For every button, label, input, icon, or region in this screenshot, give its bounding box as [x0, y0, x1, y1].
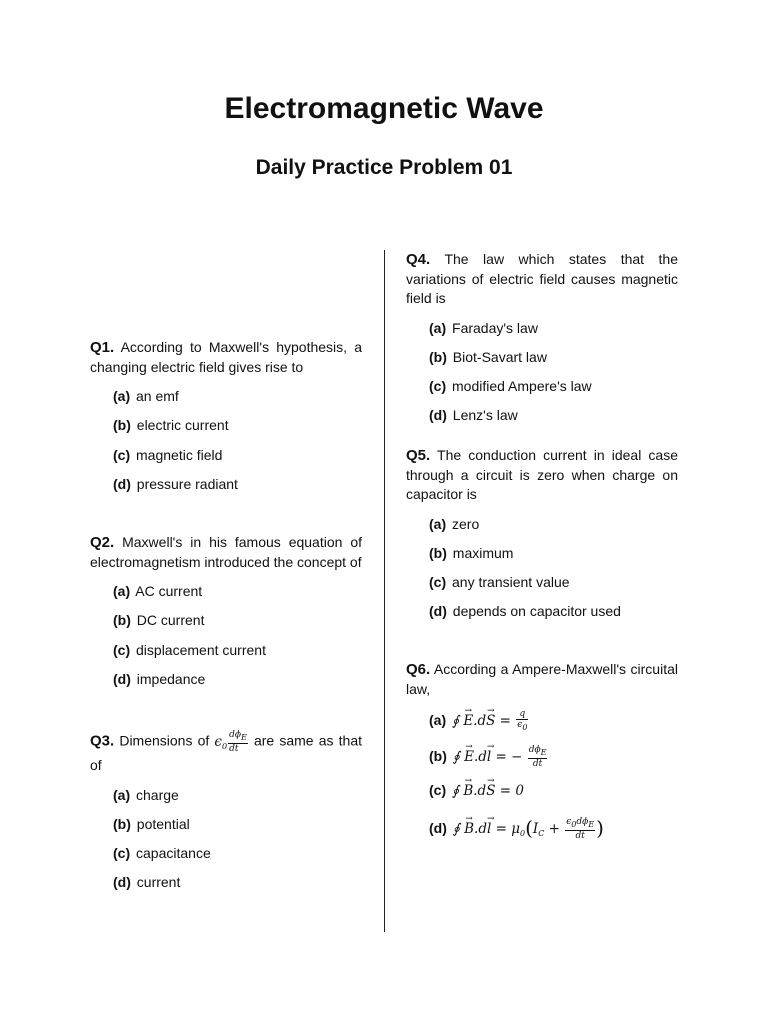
- options-list: [113, 387, 362, 504]
- option-label: (d): [429, 603, 447, 620]
- option-a: [113, 786, 362, 815]
- option-text: maximum: [452, 544, 514, 561]
- option-d: [429, 602, 678, 631]
- option-label: (b): [429, 747, 447, 764]
- question-stem: [406, 660, 678, 699]
- option-d: [429, 817, 678, 853]
- question-text: Maxwell's in his famous equation of electromagnetism introduced the concept of: [90, 534, 362, 570]
- question-number: Q3.: [90, 732, 115, 750]
- question-text: According to Maxwell's hypothesis, a changing electric field gives rise to: [90, 339, 362, 375]
- question-number: Q6.: [406, 661, 431, 678]
- option-d: [113, 475, 362, 504]
- question-6: [406, 660, 678, 853]
- option-text: depends on capacitor used: [452, 603, 621, 620]
- question-number: Q5.: [406, 447, 431, 464]
- option-label: (b): [113, 417, 131, 434]
- option-a: [429, 319, 678, 348]
- option-d: [113, 670, 362, 699]
- option-c: [113, 446, 362, 475]
- option-label: (a): [113, 786, 131, 803]
- question-number: Q4.: [406, 251, 431, 268]
- option-label: (d): [113, 475, 131, 492]
- question-stem: [90, 533, 362, 572]
- option-text: displacement current: [136, 641, 266, 658]
- option-text: pressure radiant: [136, 475, 238, 492]
- option-label: (b): [113, 815, 131, 832]
- math-expression: ∮ → B.d→ S = 0: [452, 783, 524, 799]
- option-label: (d): [113, 874, 131, 891]
- options-list: [113, 786, 362, 903]
- option-c: [113, 641, 362, 670]
- question-number: Q2.: [90, 534, 115, 551]
- question-stem: [90, 338, 362, 377]
- option-c: [429, 573, 678, 602]
- option-text: modified Ampere's law: [452, 378, 592, 395]
- option-a: [429, 515, 678, 544]
- option-a: [113, 387, 362, 416]
- option-text: an emf: [136, 388, 179, 404]
- question-text-after: are same as that of: [90, 732, 362, 773]
- option-d: [429, 406, 678, 435]
- question-2: [90, 533, 362, 699]
- option-label: (b): [429, 348, 447, 365]
- option-label: (a): [113, 583, 131, 599]
- option-c: [429, 377, 678, 406]
- option-text: charge: [136, 786, 179, 803]
- option-label: (c): [429, 782, 447, 798]
- page-title: Electromagnetic Wave: [224, 92, 544, 125]
- option-b: [429, 544, 678, 573]
- option-label: (c): [113, 641, 131, 658]
- option-label: (b): [113, 612, 131, 629]
- math-expression: $\epsilon_0$ $\frac{\text{dϕE}}{dt}$: [214, 730, 247, 754]
- question-stem: [406, 446, 678, 505]
- option-text: Biot-Savart law: [452, 348, 547, 365]
- option-text: any transient value: [452, 574, 570, 591]
- question-number: Q1.: [90, 339, 115, 356]
- option-label: (a): [429, 515, 447, 532]
- option-text: impedance: [136, 670, 206, 687]
- question-text-before: Dimensions of: [119, 732, 210, 749]
- option-text: AC current: [135, 583, 203, 599]
- option-text: magnetic field: [136, 446, 223, 463]
- option-label: (c): [113, 845, 131, 862]
- option-label: (c): [429, 378, 447, 395]
- option-text: Faraday's law: [452, 319, 538, 336]
- question-5: [406, 446, 678, 632]
- option-label: (a): [429, 319, 447, 336]
- option-text: potential: [136, 815, 190, 832]
- option-label: (b): [429, 544, 447, 561]
- option-b: [113, 611, 362, 640]
- option-text: capacitance: [136, 845, 211, 862]
- option-label: (d): [113, 670, 131, 687]
- option-b: [429, 348, 678, 377]
- option-label: (a): [429, 711, 447, 728]
- option-d: [113, 873, 362, 902]
- math-expression: ∮ → $B.d\to l = \mu_0(I_C$ + $\frac{\text{ϵ0dϕE}}{dt}$ ): [453, 821, 604, 837]
- math-expression: ∮ → E.d→ S = $\frac{q}{\epsilon 0}$: [452, 713, 529, 729]
- option-label: (d): [429, 407, 447, 424]
- option-text: DC current: [136, 612, 205, 629]
- question-4: [406, 250, 678, 436]
- question-1: [90, 338, 362, 504]
- option-text: current: [136, 874, 181, 891]
- page-subtitle: Daily Practice Problem 01: [255, 156, 513, 179]
- question-text: The law which states that the variations of electric field causes magnetic field is: [406, 251, 678, 306]
- question-text: The conduction current in ideal case through a circuit is zero when charge on capacitor is: [406, 447, 678, 502]
- options-list: [429, 319, 678, 436]
- option-text: Lenz's law: [452, 407, 518, 424]
- question-text: According a Ampere-Maxwell's circuital law,: [406, 661, 678, 697]
- option-c: [113, 844, 362, 873]
- option-text: zero: [452, 515, 480, 532]
- option-label: (a): [113, 388, 131, 404]
- option-b: [113, 815, 362, 844]
- math-expression: ∮ → E.d→ l = − $\frac{\text{dϕE}}{dt}$: [453, 749, 549, 765]
- question-stem: [90, 730, 362, 776]
- question-stem: [406, 250, 678, 309]
- option-label: (c): [429, 574, 447, 591]
- options-list: [429, 709, 678, 853]
- options-list: [429, 515, 678, 632]
- option-b: [113, 416, 362, 445]
- option-label: (c): [113, 446, 131, 463]
- column-divider: [384, 250, 385, 932]
- option-text: electric current: [136, 417, 229, 434]
- option-a: [113, 582, 362, 611]
- question-3: [90, 730, 362, 903]
- options-list: [113, 582, 362, 699]
- option-label: (d): [429, 819, 447, 836]
